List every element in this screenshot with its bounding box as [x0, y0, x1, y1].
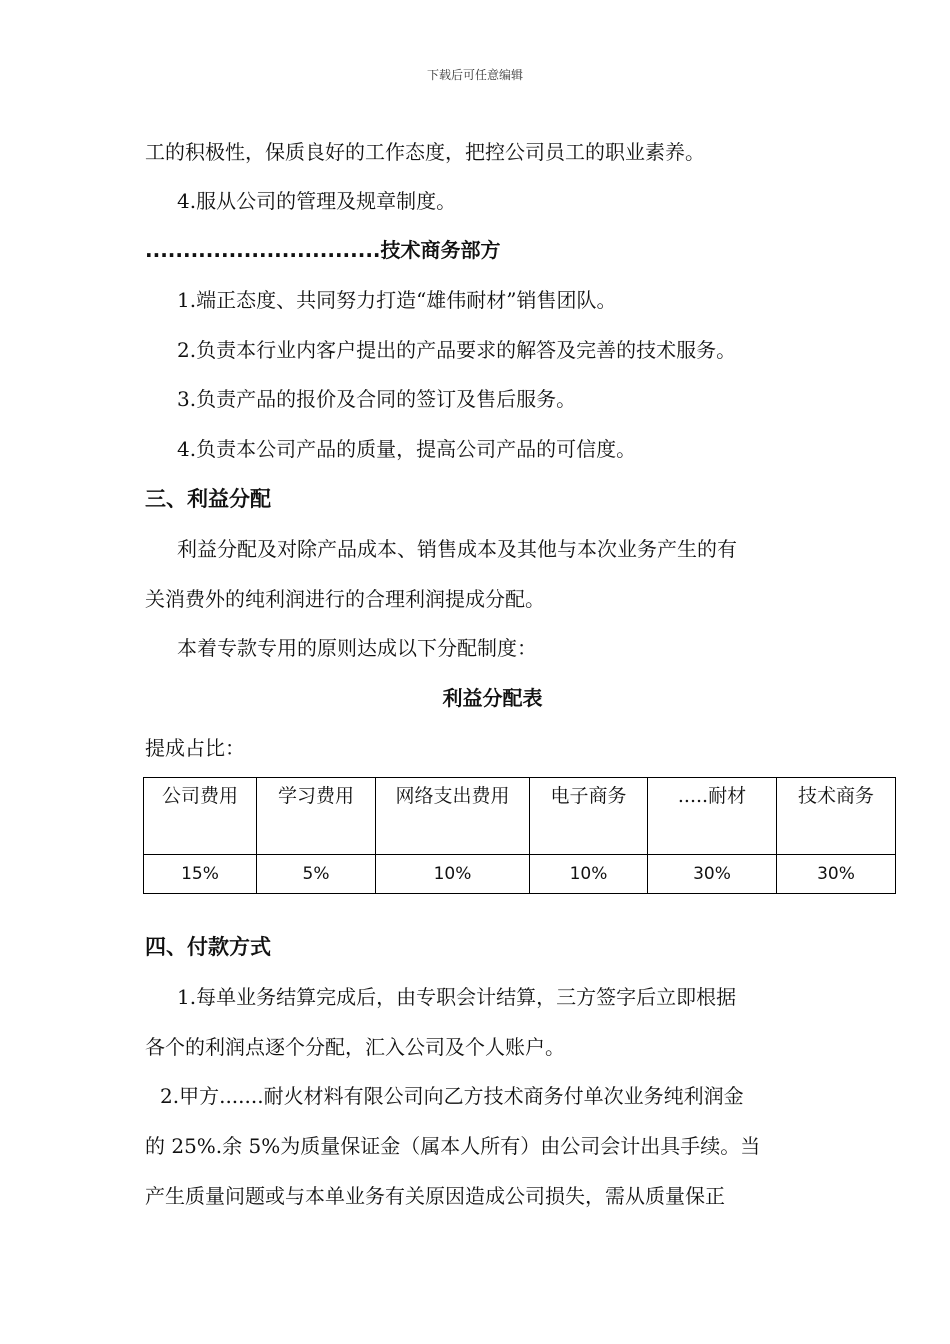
- paragraph-line: 1.端正态度、共同努力打造“雄伟耐材”销售团队。: [177, 288, 617, 312]
- table-header-cell: 公司费用: [144, 778, 257, 855]
- table-cell: 10%: [530, 855, 648, 894]
- paragraph-line: 1.每单业务结算完成后，由专职会计结算，三方签字后立即根据: [177, 985, 737, 1009]
- table-header-cell: .....耐材: [648, 778, 777, 855]
- table-cell: 30%: [777, 855, 896, 894]
- table-cell: 15%: [144, 855, 257, 894]
- section-subheading: ...............................技术商务部方: [145, 238, 501, 262]
- page-header: 下载后可任意编辑: [426, 68, 523, 82]
- paragraph-line: 利益分配及对除产品成本、销售成本及其他与本次业务产生的有: [177, 537, 737, 561]
- table-header-row: [144, 778, 896, 855]
- paragraph-line: 各个的利润点逐个分配，汇入公司及个人账户。: [145, 1035, 565, 1059]
- table-cell: 10%: [376, 855, 530, 894]
- profit-distribution-table: [143, 777, 896, 894]
- paragraph-line: 4.服从公司的管理及规章制度。: [177, 189, 457, 213]
- paragraph-line: 3.负责产品的报价及合同的签订及售后服务。: [177, 387, 577, 411]
- table-title: 利益分配表: [442, 686, 543, 710]
- paragraph-line: 提成占比：: [145, 736, 245, 760]
- table-header-cell: 学习费用: [257, 778, 376, 855]
- paragraph-line: 2.负责本行业内客户提出的产品要求的解答及完善的技术服务。: [177, 338, 737, 362]
- paragraph-line: 本着专款专用的原则达成以下分配制度：: [177, 636, 537, 660]
- section-heading: 三、利益分配: [145, 487, 271, 511]
- paragraph-line: 2.甲方.......耐火材料有限公司向乙方技术商务付单次业务纯利润金: [160, 1084, 744, 1108]
- table-cell: 30%: [648, 855, 777, 894]
- paragraph-line: 工的积极性，保质良好的工作态度，把控公司员工的职业素养。: [145, 140, 705, 164]
- table-header-cell: 电子商务: [530, 778, 648, 855]
- table-header-cell: 技术商务: [777, 778, 896, 855]
- paragraph-line: 关消费外的纯利润进行的合理利润提成分配。: [145, 587, 545, 611]
- section-heading: 四、付款方式: [145, 935, 271, 959]
- paragraph-line: 的 25%.余 5%为质量保证金（属本人所有）由公司会计出具手续。当: [145, 1134, 761, 1158]
- paragraph-line: 4.负责本公司产品的质量，提高公司产品的可信度。: [177, 437, 637, 461]
- table-cell: 5%: [257, 855, 376, 894]
- paragraph-line: 产生质量问题或与本单业务有关原因造成公司损失，需从质量保正: [145, 1184, 725, 1208]
- table-header-cell: 网络支出费用: [376, 778, 530, 855]
- table-row: [144, 855, 896, 894]
